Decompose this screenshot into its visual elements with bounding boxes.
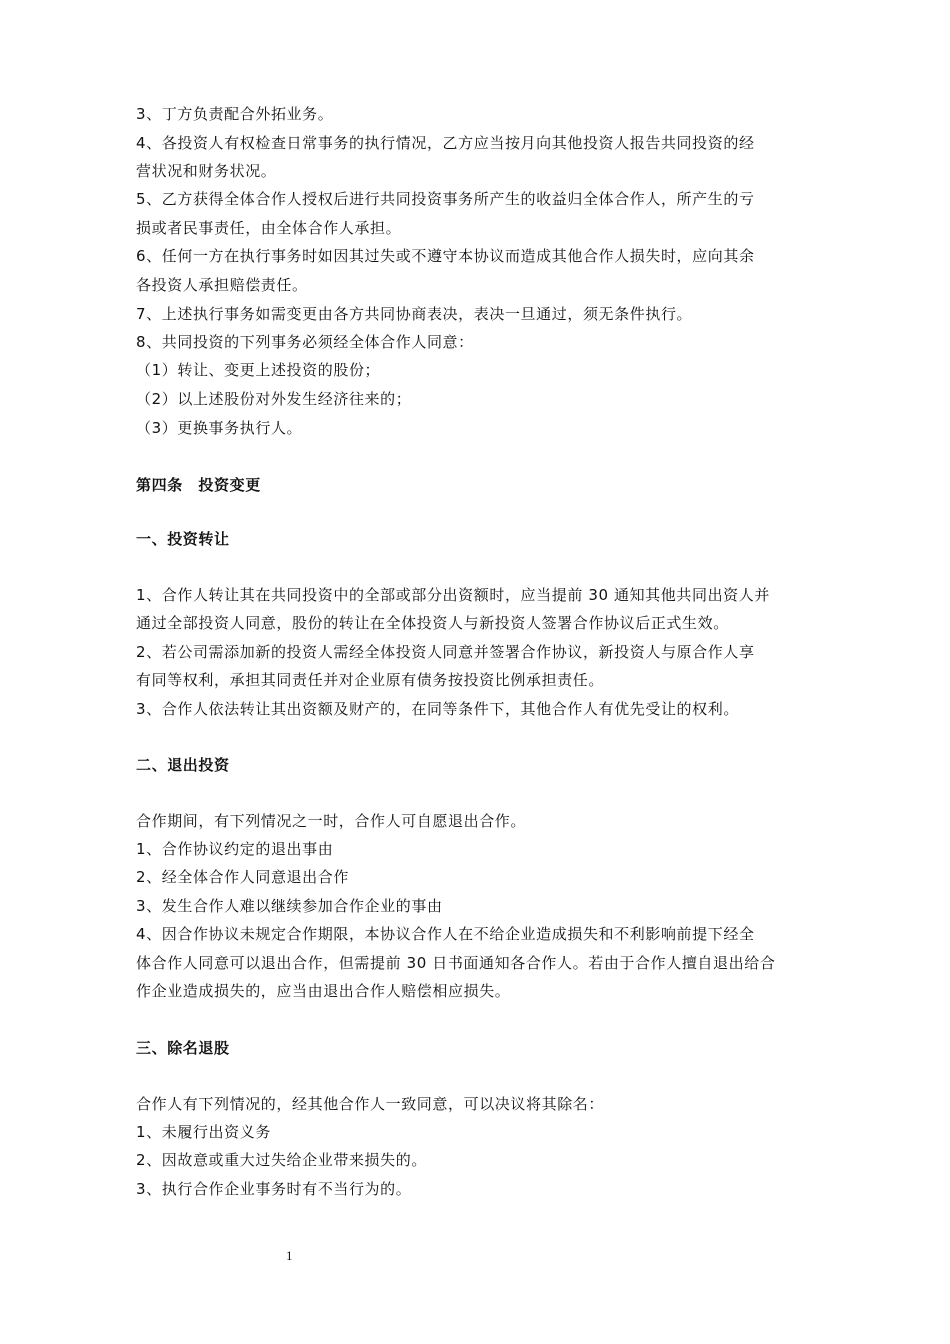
paragraph-line: 4、因合作协议未规定合作期限，本协议合作人在不给企业造成损失和不利影响前提下经全 <box>136 925 755 943</box>
paragraph-line: 5、乙方获得全体合作人授权后进行共同投资事务所产生的收益归全体合作人，所产生的亏 <box>136 190 755 208</box>
section-heading: 三、除名退股 <box>136 1039 230 1057</box>
paragraph-line: 合作期间，有下列情况之一时，合作人可自愿退出合作。 <box>136 812 527 830</box>
section-heading: 一、投资转让 <box>136 530 230 548</box>
article-heading: 第四条 投资变更 <box>136 476 261 494</box>
paragraph-line: （3）更换事务执行人。 <box>136 419 303 437</box>
paragraph-line: 损或者民事责任，由全体合作人承担。 <box>136 219 402 237</box>
paragraph-line: 营状况和财务状况。 <box>136 162 277 180</box>
paragraph-line: 1、未履行出资义务 <box>136 1123 271 1141</box>
paragraph-line: （2）以上述股份对外发生经济往来的； <box>136 390 412 408</box>
paragraph-line: 2、经全体合作人同意退出合作 <box>136 868 349 886</box>
paragraph-line: 体合作人同意可以退出合作，但需提前 30 日书面通知各合作人。若由于合作人擅自退出给合 <box>136 954 776 972</box>
paragraph-line: 1、合作人转让其在共同投资中的全部或部分出资额时，应当提前 30 通知其他共同出资人并 <box>136 586 770 604</box>
paragraph-line: 2、若公司需添加新的投资人需经全体投资人同意并签署合作协议，新投资人与原合作人享 <box>136 643 755 661</box>
paragraph-line: 各投资人承担赔偿责任。 <box>136 276 308 294</box>
paragraph-line: 作企业造成损失的，应当由退出合作人赔偿相应损失。 <box>136 982 511 1000</box>
paragraph-line: （1）转让、变更上述投资的股份； <box>136 361 381 379</box>
paragraph-line: 4、各投资人有权检查日常事务的执行情况，乙方应当按月向其他投资人报告共同投资的经 <box>136 134 755 152</box>
paragraph-line: 3、丁方负责配合外拓业务。 <box>136 105 334 123</box>
paragraph-line: 3、合作人依法转让其出资额及财产的，在同等条件下，其他合作人有优先受让的权利。 <box>136 700 739 718</box>
paragraph-line: 合作人有下列情况的，经其他合作人一致同意，可以决议将其除名： <box>136 1095 605 1113</box>
paragraph-line: 3、执行合作企业事务时有不当行为的。 <box>136 1180 412 1198</box>
paragraph-line: 1、合作协议约定的退出事由 <box>136 840 334 858</box>
paragraph-line: 8、共同投资的下列事务必须经全体合作人同意： <box>136 333 474 351</box>
section-heading: 二、退出投资 <box>136 756 230 774</box>
paragraph-line: 6、任何一方在执行事务时如因其过失或不遵守本协议而造成其他合作人损失时，应向其余 <box>136 247 755 265</box>
paragraph-line: 3、发生合作人难以继续参加合作企业的事由 <box>136 897 443 915</box>
paragraph-line: 2、因故意或重大过失给企业带来损失的。 <box>136 1151 427 1169</box>
paragraph-line: 通过全部投资人同意，股份的转让在全体投资人与新投资人签署合作协议后正式生效。 <box>136 614 729 632</box>
paragraph-line: 7、上述执行事务如需变更由各方共同协商表决，表决一旦通过，须无条件执行。 <box>136 305 693 323</box>
paragraph-line: 有同等权利，承担其同责任并对企业原有债务按投资比例承担责任。 <box>136 671 605 689</box>
page-number: 1 <box>286 1248 293 1263</box>
